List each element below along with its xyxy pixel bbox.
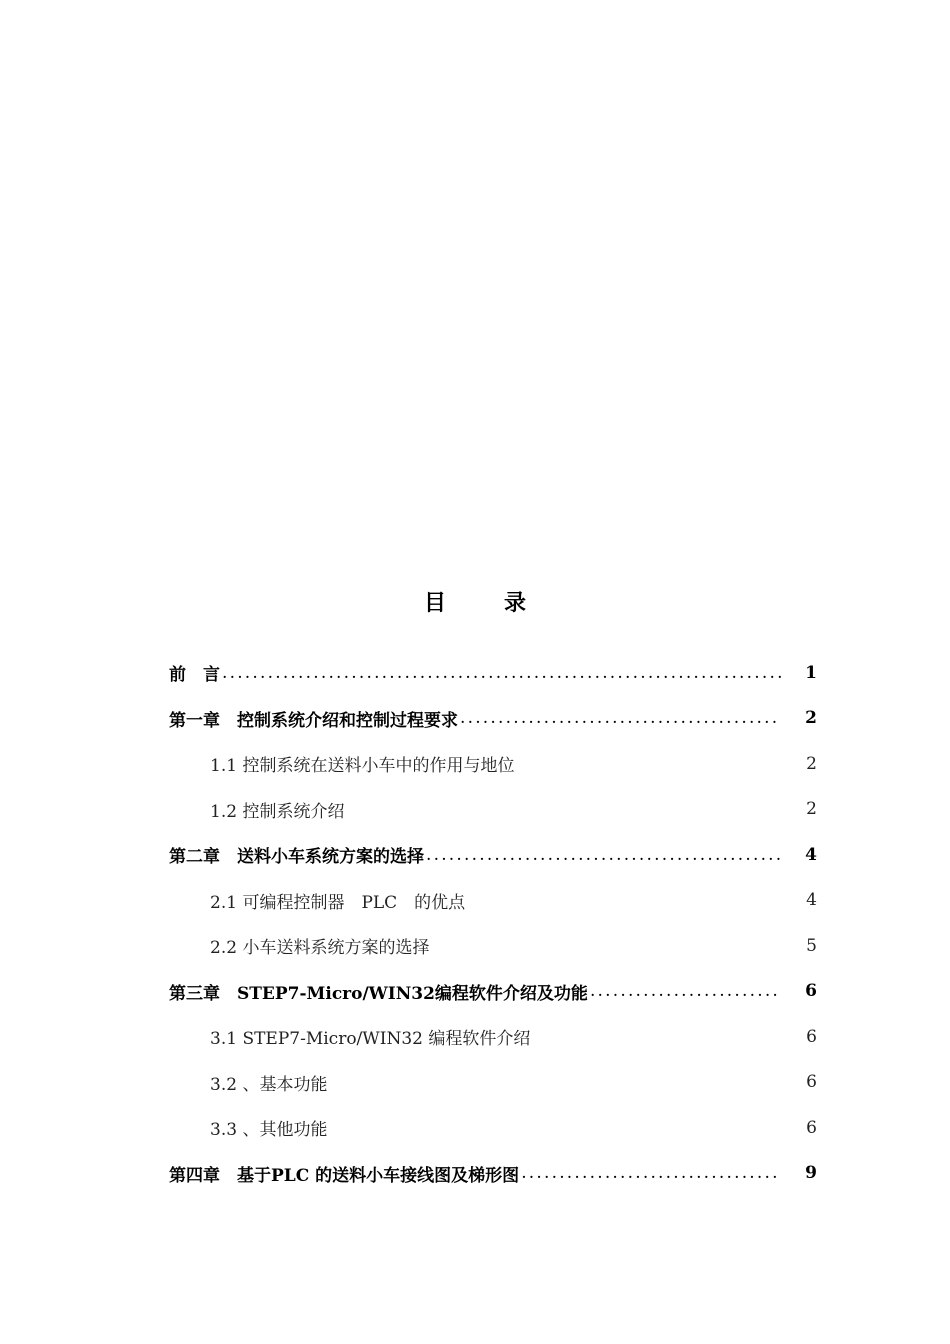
- toc-entry-label: 1.2 控制系统介绍: [210, 801, 345, 822]
- toc-page-number: 9: [805, 1163, 817, 1184]
- toc-entry-chapter-2[interactable]: [169, 832, 817, 878]
- toc-entry-label: 3.1 STEP7-Micro/WIN32 编程软件介绍: [210, 1029, 531, 1050]
- toc-leader-dots: [426, 845, 781, 865]
- toc-entry-label: 第二章 送料小车系统方案的选择: [169, 847, 424, 868]
- toc-entry-label: 1.1 控制系统在送料小车中的作用与地位: [210, 756, 515, 777]
- toc-page-number: 4: [806, 890, 817, 911]
- toc-entry-chapter-3[interactable]: [169, 969, 817, 1015]
- toc-page-number: 6: [806, 1072, 817, 1093]
- toc-entry-label: 第三章 STEP7-Micro/WIN32编程软件介绍及功能: [169, 983, 588, 1004]
- toc-entry-label: 3.3 、其他功能: [210, 1120, 328, 1141]
- toc-entry-label: 3.2 、基本功能: [210, 1074, 328, 1095]
- toc-entry-preface[interactable]: [169, 650, 817, 696]
- toc-entry-section-3-1[interactable]: [169, 1014, 817, 1060]
- toc-page-number: 2: [805, 708, 817, 729]
- toc-entry-section-2-2[interactable]: [169, 923, 817, 969]
- toc-title-char: 目: [423, 590, 446, 616]
- toc-page-number: 6: [806, 1026, 817, 1047]
- toc-title-char: 录: [504, 590, 527, 616]
- toc-leader-dots: [222, 663, 781, 683]
- toc-title: [0, 586, 950, 617]
- toc-entry-label: 2.1 可编程控制器 PLC 的优点: [210, 892, 466, 913]
- toc-leader-dots: [460, 708, 781, 728]
- toc-entry-section-1-1[interactable]: [169, 741, 817, 787]
- toc-entry-section-1-2[interactable]: [169, 787, 817, 833]
- toc-entry-section-3-2[interactable]: [169, 1060, 817, 1106]
- toc-entry-chapter-4[interactable]: [169, 1151, 817, 1197]
- toc-page-number: 6: [806, 1117, 817, 1138]
- toc-page-number: 2: [806, 753, 817, 774]
- toc-page-number: 5: [806, 935, 817, 956]
- toc-leader-dots: [521, 1163, 781, 1183]
- toc-entry-section-3-3[interactable]: [169, 1105, 817, 1151]
- toc-entry-label: 第一章 控制系统介绍和控制过程要求: [169, 710, 458, 731]
- toc-leader-dots: [590, 981, 781, 1001]
- toc-page-number: 2: [806, 799, 817, 820]
- toc-entry-label: 2.2 小车送料系统方案的选择: [210, 938, 430, 959]
- toc-page-number: 4: [805, 844, 817, 865]
- toc-entry-label: 第四章 基于PLC 的送料小车接线图及梯形图: [169, 1165, 520, 1186]
- toc-entry-chapter-1[interactable]: [169, 696, 817, 742]
- toc-entry-section-2-1[interactable]: [169, 878, 817, 924]
- toc-page-number: 6: [805, 981, 817, 1002]
- toc-page-number: 1: [805, 662, 817, 683]
- toc-entry-label: 前 言: [169, 665, 220, 686]
- toc-list: [169, 650, 817, 1196]
